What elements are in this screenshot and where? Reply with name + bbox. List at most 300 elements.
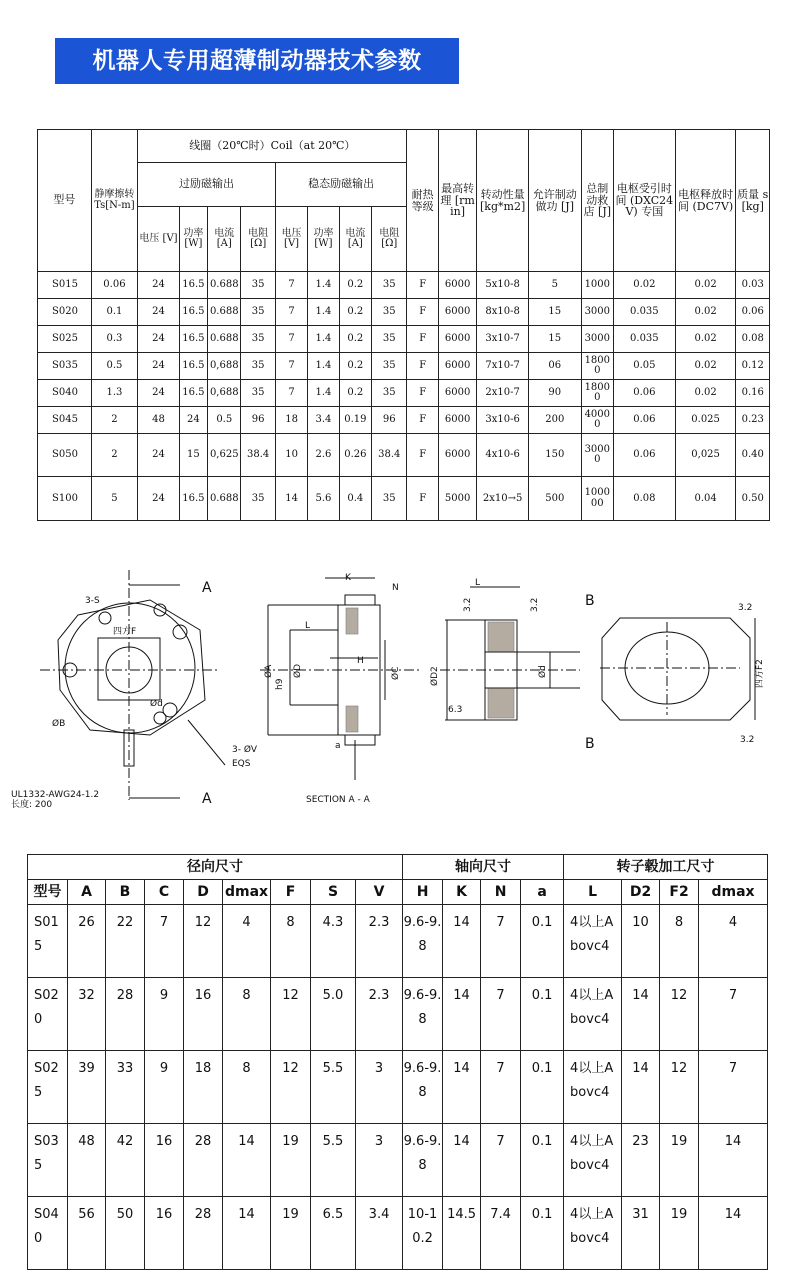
spec-cell: F: [407, 299, 438, 326]
dim-cell: 8: [660, 905, 699, 978]
spec-cell: 1.4: [308, 353, 339, 380]
spec-row: [38, 434, 770, 477]
spec-cell: 0.5: [208, 407, 241, 434]
spec-cell: 0.08: [736, 326, 770, 353]
dim-cell: 7.4: [481, 1197, 521, 1270]
dim-cell: 14: [443, 905, 481, 978]
dim-cell: 12: [660, 1051, 699, 1124]
header-torque: 静摩擦转 Ts[N-m]: [91, 130, 138, 272]
label-3s: 3-S: [85, 596, 100, 606]
label-phi-d: Ød: [150, 699, 163, 709]
spec-cell: F: [407, 477, 438, 521]
spec-cell: F: [407, 272, 438, 299]
dim-cell: 14: [699, 1124, 768, 1197]
spec-cell: 0.4: [339, 477, 371, 521]
spec-cell: 6000: [438, 326, 476, 353]
spec-cell: 0.2: [339, 272, 371, 299]
label-section: SECTION A - A: [306, 795, 370, 805]
dim-cell: 48: [68, 1124, 106, 1197]
dim-cell: 16: [145, 1197, 184, 1270]
dim-cell: 7: [481, 1051, 521, 1124]
label-l-rotor: L: [475, 578, 481, 588]
spec-cell: 48: [138, 407, 180, 434]
spec-cell: 18000: [581, 380, 613, 407]
dim-cell: 12: [271, 1051, 311, 1124]
spec-cell: 0.04: [675, 477, 736, 521]
spec-cell: 0.06: [91, 272, 138, 299]
spec-cell: 18: [275, 407, 307, 434]
label-l-section: L: [305, 621, 311, 631]
spec-row: [38, 477, 770, 521]
dim-header-11: N: [481, 880, 521, 905]
dim-cell: 4: [223, 905, 271, 978]
spec-cell: 96: [241, 407, 275, 434]
dim-cell: 0.1: [521, 1051, 564, 1124]
spec-cell: 4x10-6: [477, 434, 529, 477]
header-rotor: 转子毂加工尺寸: [564, 855, 768, 880]
header-over-excitation: 过励磁输出: [138, 163, 276, 207]
label-32-b: 3.2: [530, 597, 540, 612]
label-n: N: [392, 583, 399, 593]
spec-cell: 35: [372, 477, 407, 521]
dim-cell: 5.5: [311, 1051, 356, 1124]
spec-cell: 5: [528, 272, 581, 299]
header-max-speed: 最高转理 [rmin]: [438, 130, 476, 272]
dim-cell: 3.4: [356, 1197, 403, 1270]
dim-cell: 7: [481, 978, 521, 1051]
spec-cell: 2: [91, 407, 138, 434]
spec-cell: 35: [372, 299, 407, 326]
spec-cell: 0.03: [736, 272, 770, 299]
spec-cell: 0.688: [208, 326, 241, 353]
dim-row: [28, 1197, 768, 1270]
spec-cell: 1.4: [308, 299, 339, 326]
spec-cell: 2.6: [308, 434, 339, 477]
spec-cell: 7: [275, 380, 307, 407]
dim-cell: 9.6-9.8: [403, 1051, 443, 1124]
spec-cell: 5000: [438, 477, 476, 521]
spec-cell: 18000: [581, 353, 613, 380]
spec-cell: 0.02: [675, 380, 736, 407]
spec-cell: 0.3: [91, 326, 138, 353]
spec-cell: 24: [138, 353, 180, 380]
spec-cell: 35: [241, 299, 275, 326]
dim-cell: 4以上Abovc4: [564, 978, 622, 1051]
spec-cell: 0.02: [675, 353, 736, 380]
spec-cell: F: [407, 353, 438, 380]
dimension-table: [27, 854, 768, 1270]
dim-cell: 12: [660, 978, 699, 1051]
spec-cell: 7: [275, 326, 307, 353]
dim-header-5: dmax: [223, 880, 271, 905]
spec-cell: 15: [179, 434, 207, 477]
spec-cell: 30000: [581, 434, 613, 477]
spec-row: [38, 353, 770, 380]
dim-model-cell: S015: [28, 905, 68, 978]
spec-cell: 7: [275, 353, 307, 380]
spec-cell: 0.2: [339, 380, 371, 407]
header-release-time: 电枢释放时间 (DC7V): [675, 130, 736, 272]
spec-cell: 1.4: [308, 272, 339, 299]
dim-cell: 28: [184, 1124, 223, 1197]
spec-cell: 40000: [581, 407, 613, 434]
dim-cell: 4以上Abovc4: [564, 1051, 622, 1124]
spec-cell: 0,688: [208, 380, 241, 407]
label-square-f2: 四方F2: [755, 659, 765, 688]
spec-cell: 2: [91, 434, 138, 477]
label-3v: 3- ØV: [232, 745, 258, 755]
spec-row: [38, 299, 770, 326]
dim-header-1: A: [68, 880, 106, 905]
spec-cell: 6000: [438, 299, 476, 326]
label-h9: h9: [275, 678, 285, 690]
header-inertia: 转动性量 [kg*m2]: [477, 130, 529, 272]
spec-cell: F: [407, 407, 438, 434]
dim-cell: 39: [68, 1051, 106, 1124]
spec-cell: 0.688: [208, 477, 241, 521]
dim-cell: 0.1: [521, 978, 564, 1051]
dim-cell: 5.0: [311, 978, 356, 1051]
dim-cell: 14: [699, 1197, 768, 1270]
dim-cell: 4: [699, 905, 768, 978]
dim-cell: 10-10.2: [403, 1197, 443, 1270]
dim-cell: 9.6-9.8: [403, 978, 443, 1051]
spec-cell: 1000: [581, 272, 613, 299]
dim-cell: 14: [622, 978, 660, 1051]
header-coil: 线圈（20℃时）Coil（at 20℃）: [138, 130, 407, 163]
spec-cell: 0.02: [675, 299, 736, 326]
dim-cell: 9: [145, 978, 184, 1051]
label-a-top: A: [202, 580, 212, 596]
dim-cell: 0.1: [521, 1124, 564, 1197]
label-k: K: [345, 573, 351, 583]
header-resistance-steady: 电阻 [Ω]: [372, 207, 407, 272]
spec-cell: 35: [372, 326, 407, 353]
spec-cell: 16.5: [179, 353, 207, 380]
label-phi-a: ØA: [264, 664, 274, 678]
dim-cell: 9.6-9.8: [403, 905, 443, 978]
label-cable-length: 长度: 200: [11, 800, 53, 810]
dim-cell: 50: [106, 1197, 145, 1270]
label-cable: UL1332-AWG24-1.2: [11, 790, 100, 800]
dim-header-3: C: [145, 880, 184, 905]
spec-cell: 24: [138, 299, 180, 326]
spec-cell: 0.26: [339, 434, 371, 477]
spec-cell: 35: [241, 272, 275, 299]
label-b-top: B: [585, 593, 595, 609]
spec-cell: 35: [241, 353, 275, 380]
dim-cell: 14: [622, 1051, 660, 1124]
dim-cell: 4.3: [311, 905, 356, 978]
spec-cell: 7: [275, 299, 307, 326]
dim-header-6: F: [271, 880, 311, 905]
dim-cell: 19: [271, 1124, 311, 1197]
dim-model-cell: S020: [28, 978, 68, 1051]
spec-cell: 0.5: [91, 353, 138, 380]
dim-cell: 26: [68, 905, 106, 978]
spec-cell: 24: [138, 380, 180, 407]
dim-cell: 14: [223, 1197, 271, 1270]
dim-header-15: F2: [660, 880, 699, 905]
dim-header-9: H: [403, 880, 443, 905]
dim-cell: 7: [699, 978, 768, 1051]
spec-cell: 0.08: [613, 477, 675, 521]
dim-row: [28, 1124, 768, 1197]
spec-cell: 06: [528, 353, 581, 380]
dim-cell: 4以上Abovc4: [564, 905, 622, 978]
spec-model-cell: S015: [38, 272, 92, 299]
spec-cell: 0.688: [208, 272, 241, 299]
dim-header-0: 型号: [28, 880, 68, 905]
dim-header-10: K: [443, 880, 481, 905]
spec-cell: 24: [179, 407, 207, 434]
header-current-steady: 电流 [A]: [339, 207, 371, 272]
label-63: 6.3: [448, 705, 463, 715]
spec-cell: 35: [241, 380, 275, 407]
spec-cell: 24: [138, 477, 180, 521]
spec-cell: 5x10-8: [477, 272, 529, 299]
dim-cell: 0.1: [521, 905, 564, 978]
spec-cell: 7: [275, 272, 307, 299]
dim-cell: 22: [106, 905, 145, 978]
spec-cell: 2x10→5: [477, 477, 529, 521]
header-resistance: 电阻 [Ω]: [241, 207, 275, 272]
spec-row: [38, 380, 770, 407]
spec-cell: 0.06: [736, 299, 770, 326]
spec-cell: 0.035: [613, 326, 675, 353]
dim-cell: 9.6-9.8: [403, 1124, 443, 1197]
dim-cell: 31: [622, 1197, 660, 1270]
spec-cell: 0.50: [736, 477, 770, 521]
dim-cell: 7: [481, 1124, 521, 1197]
dim-cell: 0.1: [521, 1197, 564, 1270]
spec-cell: 16.5: [179, 477, 207, 521]
dim-cell: 42: [106, 1124, 145, 1197]
spec-cell: 0.035: [613, 299, 675, 326]
header-axial: 轴向尺寸: [403, 855, 564, 880]
dim-cell: 4以上Abovc4: [564, 1124, 622, 1197]
dim-cell: 7: [699, 1051, 768, 1124]
dim-cell: 8: [223, 978, 271, 1051]
label-phi-d-rotor: Ød: [538, 665, 548, 678]
spec-cell: 5: [91, 477, 138, 521]
dim-cell: 2.3: [356, 905, 403, 978]
header-power-steady: 功率 [W]: [308, 207, 339, 272]
dim-header-13: L: [564, 880, 622, 905]
dim-cell: 16: [145, 1124, 184, 1197]
spec-cell: 1.4: [308, 380, 339, 407]
dim-cell: 2.3: [356, 978, 403, 1051]
spec-model-cell: S040: [38, 380, 92, 407]
header-steady-excitation: 稳态励磁输出: [275, 163, 407, 207]
dim-cell: 8: [223, 1051, 271, 1124]
page-title: 机器人专用超薄制动器技术参数: [55, 38, 459, 84]
spec-cell: 0.16: [736, 380, 770, 407]
spec-cell: 1.3: [91, 380, 138, 407]
spec-cell: 150: [528, 434, 581, 477]
spec-cell: 0.23: [736, 407, 770, 434]
spec-cell: 16.5: [179, 299, 207, 326]
dim-cell: 14: [443, 1051, 481, 1124]
header-radial: 径向尺寸: [28, 855, 403, 880]
label-32-d: 3.2: [740, 735, 755, 745]
dim-cell: 8: [271, 905, 311, 978]
dim-row: [28, 978, 768, 1051]
dim-cell: 3: [356, 1124, 403, 1197]
label-phi-d2: ØD2: [430, 666, 440, 686]
spec-cell: 0.2: [339, 299, 371, 326]
spec-cell: 8x10-8: [477, 299, 529, 326]
label-eqs: EQS: [232, 759, 251, 769]
dim-cell: 12: [271, 978, 311, 1051]
spec-cell: 15: [528, 326, 581, 353]
dim-cell: 12: [184, 905, 223, 978]
spec-cell: 35: [372, 353, 407, 380]
spec-cell: 0.06: [613, 407, 675, 434]
label-a-small: a: [335, 741, 341, 751]
label-a-bottom: A: [202, 791, 212, 807]
dim-cell: 4以上Abovc4: [564, 1197, 622, 1270]
dim-cell: 19: [660, 1124, 699, 1197]
spec-cell: 0,025: [675, 434, 736, 477]
label-phi-d-section: ØD: [293, 663, 303, 678]
spec-cell: F: [407, 326, 438, 353]
dim-cell: 28: [184, 1197, 223, 1270]
spec-model-cell: S100: [38, 477, 92, 521]
label-32-c: 3.2: [738, 603, 753, 613]
label-phi-b: ØB: [52, 719, 66, 729]
dim-model-cell: S025: [28, 1051, 68, 1124]
dim-cell: 14: [223, 1124, 271, 1197]
spec-model-cell: S045: [38, 407, 92, 434]
header-power: 功率 [W]: [179, 207, 207, 272]
spec-model-cell: S025: [38, 326, 92, 353]
dim-header-12: a: [521, 880, 564, 905]
label-b-bottom: B: [585, 736, 595, 752]
spec-model-cell: S050: [38, 434, 92, 477]
dim-model-cell: S040: [28, 1197, 68, 1270]
dim-header-7: S: [311, 880, 356, 905]
dim-cell: 23: [622, 1124, 660, 1197]
dim-cell: 14: [443, 1124, 481, 1197]
label-32-a: 3.2: [463, 597, 473, 612]
spec-cell: 500: [528, 477, 581, 521]
spec-cell: 0.19: [339, 407, 371, 434]
dim-header-14: D2: [622, 880, 660, 905]
spec-cell: 38.4: [372, 434, 407, 477]
header-current: 电流 [A]: [208, 207, 241, 272]
dim-cell: 9: [145, 1051, 184, 1124]
spec-row: [38, 407, 770, 434]
spec-cell: 35: [241, 326, 275, 353]
dim-row: [28, 905, 768, 978]
spec-cell: 35: [372, 272, 407, 299]
spec-cell: 6000: [438, 272, 476, 299]
technical-drawing: [0, 560, 790, 820]
spec-cell: 7x10-7: [477, 353, 529, 380]
label-h: H: [357, 656, 364, 666]
dim-cell: 16: [184, 978, 223, 1051]
dim-cell: 19: [271, 1197, 311, 1270]
spec-cell: 3x10-6: [477, 407, 529, 434]
spec-cell: 0.12: [736, 353, 770, 380]
spec-cell: 3x10-7: [477, 326, 529, 353]
spec-cell: 16.5: [179, 326, 207, 353]
dim-cell: 7: [145, 905, 184, 978]
spec-cell: 15: [528, 299, 581, 326]
spec-model-cell: S020: [38, 299, 92, 326]
spec-cell: 100000: [581, 477, 613, 521]
spec-cell: 35: [372, 380, 407, 407]
header-voltage: 电压 [V]: [138, 207, 180, 272]
dim-cell: 14.5: [443, 1197, 481, 1270]
label-square-f: 四方F: [113, 627, 137, 637]
spec-cell: 14: [275, 477, 307, 521]
dim-cell: 14: [443, 978, 481, 1051]
spec-cell: 0.688: [208, 299, 241, 326]
dim-cell: 33: [106, 1051, 145, 1124]
header-mass: 质量 s[kg]: [736, 130, 770, 272]
label-phi-c: ØC: [391, 666, 401, 680]
dim-cell: 6.5: [311, 1197, 356, 1270]
spec-cell: 90: [528, 380, 581, 407]
dim-cell: 28: [106, 978, 145, 1051]
spec-model-cell: S035: [38, 353, 92, 380]
spec-cell: 0.02: [613, 272, 675, 299]
spec-cell: F: [407, 434, 438, 477]
header-voltage-steady: 电压 [V]: [275, 207, 307, 272]
dim-header-4: D: [184, 880, 223, 905]
spec-cell: 0.025: [675, 407, 736, 434]
spec-cell: 0.06: [613, 434, 675, 477]
dim-cell: 10: [622, 905, 660, 978]
spec-cell: 6000: [438, 434, 476, 477]
spec-cell: 24: [138, 434, 180, 477]
spec-cell: 0,688: [208, 353, 241, 380]
header-allowed-work: 允许制动做功 [J]: [528, 130, 581, 272]
spec-cell: 0.2: [339, 353, 371, 380]
spec-cell: 38.4: [241, 434, 275, 477]
dim-header-8: V: [356, 880, 403, 905]
spec-cell: F: [407, 380, 438, 407]
dim-cell: 19: [660, 1197, 699, 1270]
spec-cell: 0,625: [208, 434, 241, 477]
spec-cell: 2x10-7: [477, 380, 529, 407]
dim-cell: 18: [184, 1051, 223, 1124]
dim-cell: 3: [356, 1051, 403, 1124]
spec-cell: 35: [241, 477, 275, 521]
spec-cell: 1.4: [308, 326, 339, 353]
spec-cell: 0.05: [613, 353, 675, 380]
spec-cell: 10: [275, 434, 307, 477]
dim-cell: 7: [481, 905, 521, 978]
spec-cell: 16.5: [179, 380, 207, 407]
spec-cell: 3000: [581, 326, 613, 353]
spec-cell: 5.6: [308, 477, 339, 521]
spec-cell: 3000: [581, 299, 613, 326]
spec-cell: 96: [372, 407, 407, 434]
spec-cell: 0.2: [339, 326, 371, 353]
dim-row: [28, 1051, 768, 1124]
header-heat-class: 耐热等级: [407, 130, 438, 272]
spec-cell: 6000: [438, 380, 476, 407]
spec-cell: 6000: [438, 353, 476, 380]
dim-header-2: B: [106, 880, 145, 905]
spec-cell: 0.1: [91, 299, 138, 326]
header-model: 型号: [38, 130, 92, 272]
spec-cell: 0.40: [736, 434, 770, 477]
spec-row: [38, 326, 770, 353]
